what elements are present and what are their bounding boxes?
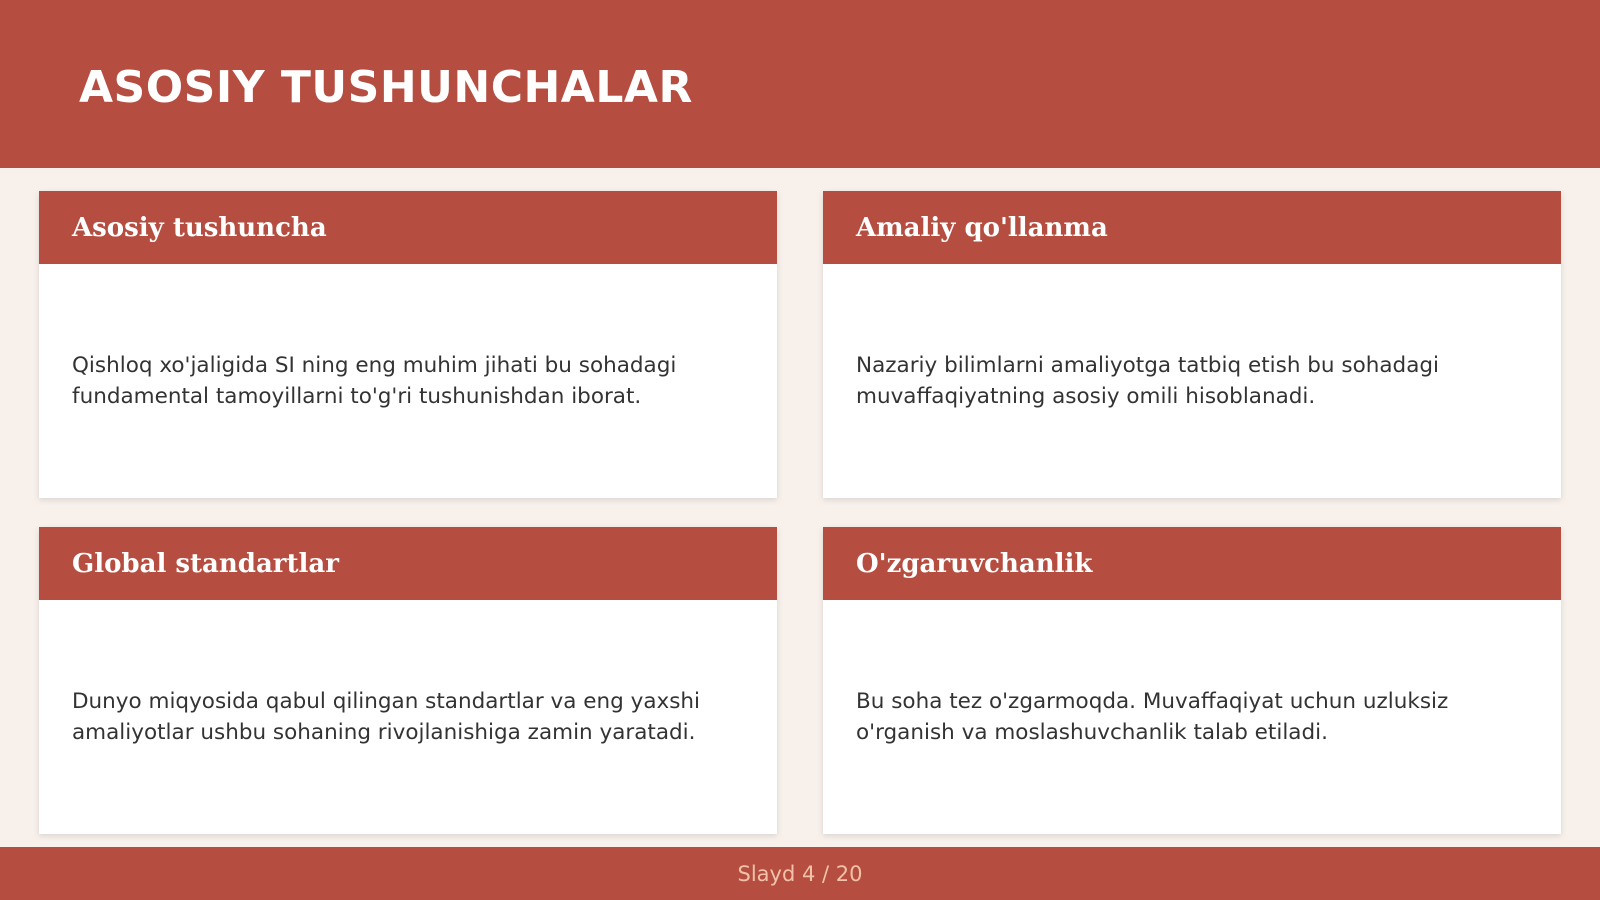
card-heading: Amaliy qo'llanma <box>856 212 1108 243</box>
card-body <box>823 600 1561 834</box>
concept-card-basic <box>39 191 777 498</box>
card-heading: O'zgaruvchanlik <box>856 548 1093 579</box>
concept-card-change <box>823 527 1561 834</box>
card-body <box>39 600 777 834</box>
card-text: Dunyo miqyosida qabul qilingan standartlar va eng yaxshi amaliyotlar ushbu sohaning rivojlanishiga zamin yaratadi. <box>72 689 701 745</box>
card-header <box>39 191 777 264</box>
card-header <box>823 191 1561 264</box>
card-text: Qishloq xo'jaligida SI ning eng muhim jihati bu sohadagi fundamental tamoyillarni to'g'ri tushunishdan iborat. <box>72 353 677 409</box>
card-header <box>823 527 1561 600</box>
card-text: Nazariy bilimlarni amaliyotga tatbiq etish bu sohadagi muvaffaqiyatning asosiy omili hisoblanadi. <box>856 353 1439 409</box>
card-body <box>39 264 777 498</box>
slide-title: ASOSIY TUSHUNCHALAR <box>79 62 693 113</box>
concept-card-practical <box>823 191 1561 498</box>
slide-header <box>0 0 1600 168</box>
concept-card-global <box>39 527 777 834</box>
slide-footer <box>0 847 1600 900</box>
card-heading: Asosiy tushuncha <box>72 212 327 243</box>
card-text: Bu soha tez o'zgarmoqda. Muvaffaqiyat uchun uzluksiz o'rganish va moslashuvchanlik talab etiladi. <box>856 689 1449 745</box>
card-body <box>823 264 1561 498</box>
card-heading: Global standartlar <box>72 548 339 579</box>
slide-counter: Slayd 4 / 20 <box>737 861 863 886</box>
card-header <box>39 527 777 600</box>
